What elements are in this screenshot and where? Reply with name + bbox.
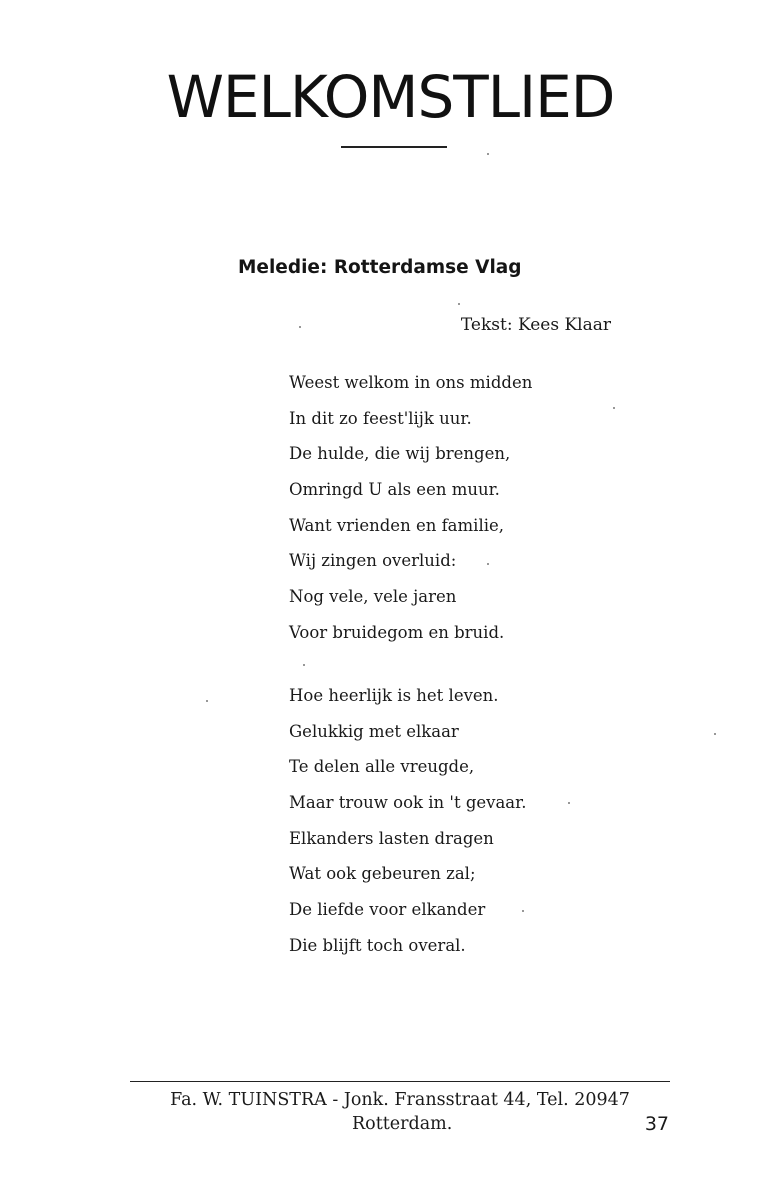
verse-line: Die blijft toch overal. — [289, 935, 466, 955]
publisher-line: Fa. W. TUINSTRA - Jonk. Fransstraat 44, Tel. 20947 — [170, 1090, 630, 1110]
scan-speck — [522, 910, 524, 912]
verse-line: Weest welkom in ons midden — [289, 373, 533, 392]
scan-speck — [487, 563, 489, 565]
page-number: 37 — [644, 1113, 669, 1135]
verse-line: Wat ook gebeuren zal; — [289, 864, 476, 884]
publisher-city: Rotterdam. — [352, 1114, 453, 1134]
verse-line: Voor bruidegom en bruid. — [289, 622, 505, 642]
scan-speck — [303, 664, 305, 666]
stanza-1 — [289, 365, 532, 651]
verse-line: Nog vele, vele jaren — [289, 587, 457, 607]
verse-line: De liefde voor elkander — [289, 900, 486, 920]
verse-line: In dit zo feest'lijk uur. — [289, 408, 472, 428]
verse-line: De hulde, die wij brengen, — [289, 444, 511, 464]
verse-line: Hoe heerlijk is het leven. — [289, 686, 499, 705]
scan-speck — [487, 153, 489, 155]
verse-line: Maar trouw ook in 't gevaar. — [289, 793, 527, 813]
verse-line: Want vrienden en familie, — [289, 515, 505, 535]
scan-speck — [299, 326, 301, 328]
verse-line: Te delen alle vreugde, — [289, 757, 475, 777]
scan-speck — [206, 700, 208, 702]
verse-line: Gelukkig met elkaar — [289, 721, 459, 741]
footer-divider — [130, 1081, 670, 1082]
title-underline — [341, 146, 447, 148]
scan-speck — [458, 303, 460, 305]
verse-line: Elkanders lasten dragen — [289, 828, 494, 848]
verse-line: Omringd U als een muur. — [289, 480, 500, 500]
scan-speck — [714, 733, 716, 735]
page-title: WELKOMSTLIED — [166, 63, 615, 131]
melody-credit: Meledie: Rotterdamse Vlag — [238, 257, 522, 278]
scan-speck — [613, 407, 615, 409]
scan-speck — [568, 802, 570, 804]
verse-line: Wij zingen overluid: — [289, 551, 457, 571]
text-author-credit: Tekst: Kees Klaar — [460, 315, 611, 335]
stanza-2 — [289, 678, 526, 964]
